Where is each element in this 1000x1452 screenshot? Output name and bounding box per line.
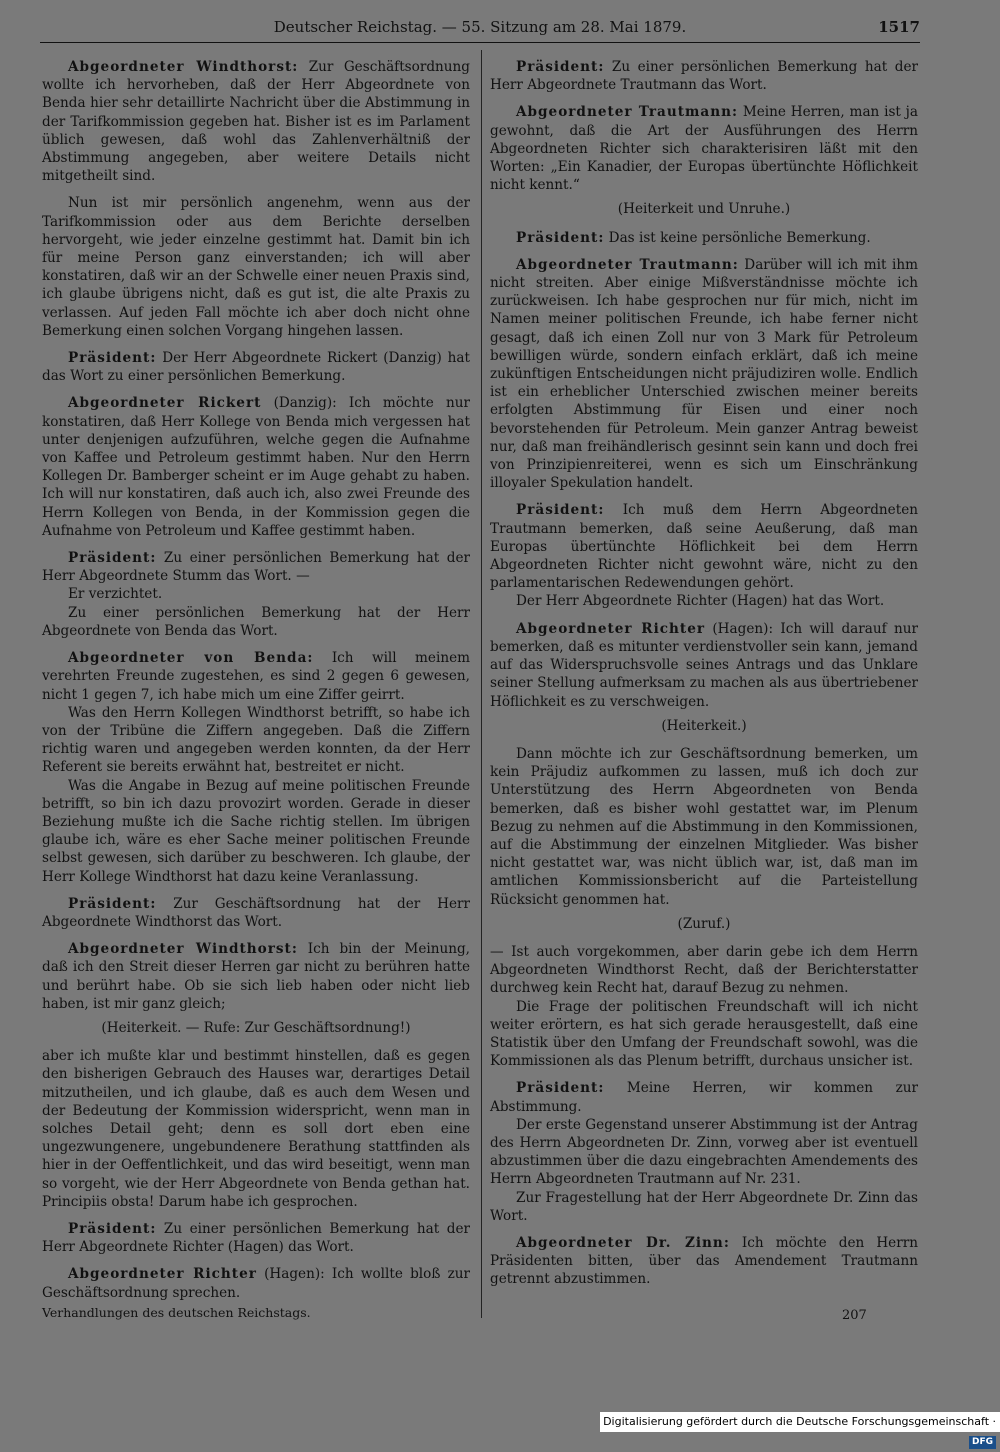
speaker-name: Präsident:	[68, 1220, 157, 1237]
paragraph	[490, 103, 918, 194]
paragraph	[490, 256, 918, 493]
paragraph-text: Zu einer persönlichen Bemerkung hat der Herr Abgeordnete Richter (Hagen) das Wort.	[42, 1220, 470, 1256]
paragraph: Zu einer persönlichen Bemerkung hat der Herr Abgeordnete von Benda das Wort.	[42, 604, 470, 639]
paragraph: Der Herr Abgeordnete Richter (Hagen) hat das Wort.	[516, 593, 885, 610]
paragraph-text: Ich will meinem verehrten Freunde zugestehen, es sind 2 gegen 6 gewesen, nicht 1 gegen 7, ich habe mich um eine Ziffer geirrt.	[42, 650, 471, 703]
speaker-name: Abgeordneter Richter	[516, 620, 706, 637]
paragraph	[490, 229, 918, 247]
speaker-name: Abgeordneter von Benda:	[68, 650, 314, 667]
paragraph-text: (Danzig): Ich möchte nur konstatiren, daß Herr Kollege von Benda mich vergessen hat unter denjenigen aufzuführen, welche gegen die Aufnahme von Kaffee und Petroleum gestimmt haben. Nur den Herrn Kollegen Dr. Bamberger scheint er im Auge gehabt zu haben. Ich will nur konstatiren, daß auch ich, also zwei Freunde des Herrn Kollegen von Benda, in der Kommission gegen die Aufnahme von Petroleum und Kaffee gestimmt haben.	[42, 395, 470, 539]
speaker-name: Präsident:	[516, 502, 605, 519]
paragraph: Zur Fragestellung hat der Herr Abgeordnete Dr. Zinn das Wort.	[490, 1189, 918, 1224]
speaker-name: Abgeordneter Rickert	[68, 395, 262, 412]
paragraph: — Ist auch vorgekommen, aber darin gebe ich dem Herrn Abgeordneten Windthorst Recht, daß der Berichterstatter durchweg kein Recht hat, darauf Bezug zu nehmen.	[490, 943, 918, 997]
paragraph-text: Ich bin der Meinung, daß ich den Streit dieser Herren gar nicht zu berühren hatte und berührt habe. Ob sie sich lieb haben oder nicht lieb haben, ist mir ganz gleich;	[42, 941, 471, 1012]
paragraph-text: Der Herr Abgeordnete Rickert (Danzig) hat das Wort zu einer persönlichen Bemerkung.	[42, 350, 470, 385]
header-title: Deutscher Reichstag. — 55. Sitzung am 28. Mai 1879.	[273, 18, 687, 36]
sheet-number: 207	[842, 1308, 867, 1323]
paragraph	[42, 58, 470, 185]
paragraph-text: Meine Herren, man ist ja gewohnt, daß die Art der Ausführungen des Herrn Abgeordneten Richter sich charakterisiren läßt mit den Worten: „Ein Kanadier, der Europas übertünchte Höflichkeit nicht kennt.“	[490, 104, 919, 194]
speaker-name: Präsident:	[516, 59, 605, 75]
paragraph-text: Zu einer persönlichen Bemerkung hat der Herr Abgeordnete Stumm das Wort. —	[42, 550, 470, 585]
paragraph	[490, 1079, 918, 1115]
speaker-name: Abgeordneter Dr. Zinn:	[516, 1234, 730, 1251]
paragraph	[42, 1265, 470, 1301]
paragraph: Er verzichtet.	[68, 586, 163, 603]
paragraph	[42, 1220, 470, 1256]
paragraph	[42, 940, 470, 1013]
right-column	[490, 58, 918, 1298]
paragraph	[490, 501, 918, 592]
paragraph-text: Zur Geschäftsordnung wollte ich hervorheben, daß der Herr Abgeordnete von Benda hier sehr detaillirte Nachricht über die Abstimmung in der Tarifkommission gegeben hat. Bisher ist es im Parlament üblich gewesen, daß wohl das Zahlenverhältniß der Abstimmung angegeben, aber weitere Details nicht mitgetheilt sind.	[42, 59, 470, 185]
paragraph	[490, 1234, 918, 1289]
paragraph: aber ich mußte klar und bestimmt hinstellen, daß es gegen den bisherigen Gebrauch des Hauses war, derartiges Detail mitzutheilen, und ich glaube, daß es auch dem Wesen und der Bedeutung der Kommission widerspricht, wenn man in solches Detail geht; denn es soll dort eben eine ungezwungenere, ungebundenere Berathung stattfinden als hier in der Oeffentlichkeit, und das wird beseitigt, wenn man so vorgeht, wie der Herr Abgeordnete von Benda gethan hat. Principiis obsta! Darum habe ich gesprochen.	[42, 1048, 470, 1210]
digitization-footer	[600, 1412, 1000, 1447]
paragraph	[42, 895, 470, 931]
page-header	[40, 16, 920, 43]
stage-direction: (Heiterkeit. — Rufe: Zur Geschäftsordnung!)	[101, 1019, 411, 1036]
stage-direction: (Zuruf.)	[677, 915, 731, 932]
speaker-name: Abgeordneter Richter	[68, 1266, 257, 1283]
paragraph	[490, 58, 918, 94]
paragraph-text: Zur Geschäftsordnung hat der Herr Abgeordnete Windthorst das Wort.	[42, 895, 471, 930]
paragraph	[42, 349, 470, 385]
speaker-name: Abgeordneter Trautmann:	[516, 256, 739, 273]
speaker-name: Präsident:	[68, 350, 157, 367]
dfg-logo: DFG	[969, 1436, 996, 1449]
paragraph: Die Frage der politischen Freundschaft will ich nicht weiter erörtern, es hat sich gerade herausgestellt, daß eine Statistik über den Umfang der Freundschaft sowohl, was die Kommissionen als das Plenum betrifft, durchaus unsicher ist.	[490, 998, 918, 1070]
paragraph: Nun ist mir persönlich angenehm, wenn aus der Tarifkommission oder aus dem Berichte derselben hervorgeht, wie jeder einzelne gestimmt hat. Damit bin ich für meine Person ganz einverstanden; ich will aber konstatiren, daß wir an der Schwelle einer neuen Praxis sind, ich glaube übrigens nicht, daß es gut ist, die alte Praxis zu verlassen. Auf jeden Fall möchte ich aber doch nicht ohne Bemerkung einen solchen Vorgang hingehen lassen.	[42, 195, 470, 339]
speaker-name: Präsident:	[68, 895, 157, 912]
stage-direction: (Heiterkeit und Unruhe.)	[617, 201, 791, 218]
paragraph	[42, 549, 470, 585]
speaker-name: Präsident:	[68, 550, 157, 567]
paragraph-text: (Hagen): Ich will darauf nur bemerken, daß es mitunter verdienstvoller sein kann, jemand auf das Widerspruchsvolle seines Antrags und das Unklare seiner Stellung aufmerksam zu machen als aus übertriebener Höflichkeit es zu verschweigen.	[490, 620, 918, 710]
header-page-number: 1517	[878, 18, 920, 36]
paragraph-text: Meine Herren, wir kommen zur Abstimmung.	[490, 1080, 918, 1115]
paragraph: Was die Angabe in Bezug auf meine politischen Freunde betrifft, so bin ich dazu provozirt worden. Gerade in dieser Beziehung mußte ich die Sache richtig stellen. Im übrigen glaube ich, wäre es eher Sache meiner politischen Freunde selbst gewesen, sich darüber zu beschweren. Ich glaube, der Herr Kollege Windthorst hat dazu keine Veranlassung.	[42, 777, 470, 885]
paragraph-text: Zu einer persönlichen Bemerkung hat der Herr Abgeordnete Trautmann das Wort.	[490, 59, 918, 94]
paragraph-text: Ich möchte den Herrn Präsidenten bitten, über das Amendement Trautmann getrennt abzustimmen.	[490, 1234, 918, 1288]
paragraph: Was den Herrn Kollegen Windthorst betrifft, so habe ich von der Tribüne die Ziffern angegeben. Daß die Ziffern richtig waren und angegeben werden konnten, da der Herr Referent sie bereits erwähnt hat, bestreitet er nicht.	[42, 704, 470, 776]
paragraph-text: (Hagen): Ich wollte bloß zur Geschäftsordnung sprechen.	[42, 1266, 471, 1301]
column-divider	[481, 50, 482, 1318]
paragraph-text: Das ist keine persönliche Bemerkung.	[608, 229, 871, 246]
paragraph	[42, 394, 470, 540]
paragraph-text: Darüber will ich mit ihm nicht streiten. Aber einige Mißverständnisse möchte ich zurückweisen. Ich habe gesprochen nur für mich, nicht im Namen meiner politischen Freunde, ich habe ferner nicht gesagt, daß ich einen Zoll nur von 3 Mark für Petroleum bewilligen würde, sondern einfach erklärt, daß ich meine zukünftigen Entscheidungen nicht präjudiziren wolle. Endlich ist ein erheblicher Unterschied zwischen meiner bereits erfolgten Abstimmung für Eisen und einer noch bevorstehenden für Petroleum. Mein ganzer Antrag beweist nur, daß man freihändlerisch gesinnt sein kann und doch frei von Prinzipienreiterei, wenn es sich um Einschränkung illoyaler Spekulation handelt.	[490, 256, 919, 492]
paragraph-text: Ich muß dem Herrn Abgeordneten Trautmann bemerken, daß seine Aeußerung, daß man Europas übertünchte Höflichkeit bei dem Herrn Abgeordneten Richter nicht gewohnt wäre, nicht zu den parlamentarischen Redewendungen gehört.	[490, 502, 918, 592]
speaker-name: Abgeordneter Trautmann:	[516, 104, 739, 121]
publication-signature: Verhandlungen des deutschen Reichstags.	[42, 1304, 311, 1320]
footer-text: Digitalisierung gefördert durch die Deutsche Forschungsgemeinschaft ·	[603, 1415, 996, 1428]
paragraph: Der erste Gegenstand unserer Abstimmung ist der Antrag des Herrn Abgeordneten Dr. Zinn, vorweg aber ist eventuell abzustimmen über die dazu eingebrachten Amendements des Herrn Abgeordneten Trautmann auf Nr. 231.	[490, 1116, 918, 1188]
speaker-name: Abgeordneter Windthorst:	[68, 59, 299, 75]
paragraph: Dann möchte ich zur Geschäftsordnung bemerken, um kein Präjudiz aufkommen zu lassen, muß ich doch zur Unterstützung des Herrn Abgeordneten von Benda bemerken, daß es bisher wohl gestattet war, im Plenum Bezug zu nehmen auf die Abstimmung in den Kommissionen, auf die Abstimmung der einzelnen Mitglieder. Was bisher nicht gestattet war, was nicht üblich war, ist, daß man im amtlichen Kommissionsbericht auf die Parteistellung Rücksicht genommen hat.	[490, 745, 918, 908]
paragraph	[42, 649, 470, 704]
speaker-name: Abgeordneter Windthorst:	[68, 941, 298, 958]
speaker-name: Präsident:	[516, 1080, 605, 1097]
speaker-name: Präsident:	[516, 229, 605, 246]
left-column	[42, 58, 470, 1331]
stage-direction: (Heiterkeit.)	[661, 717, 747, 734]
paragraph	[490, 620, 918, 711]
